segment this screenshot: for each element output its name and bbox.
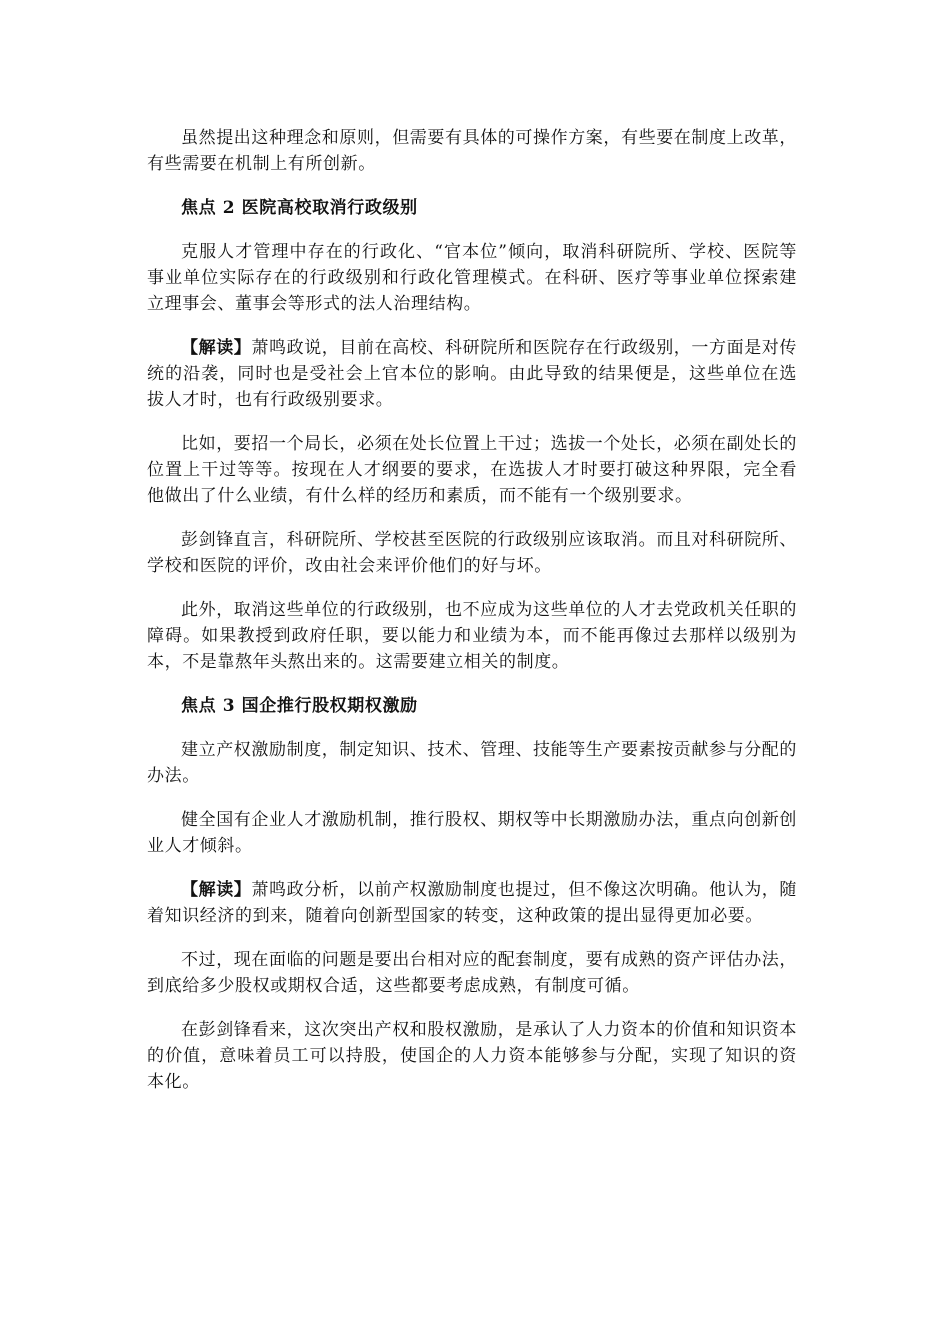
- paragraph: 此外，取消这些单位的行政级别，也不应成为这些单位的人才去党政机关任职的障碍。如果教授到政府任职，要以能力和业绩为本，而不能再像过去那样以级别为本，不是靠熬年头熬出来的。这需要建立相关的制度。: [147, 600, 797, 672]
- document-body: [147, 125, 797, 1113]
- paragraph: 彭剑锋直言，科研院所、学校甚至医院的行政级别应该取消。而且对科研院所、学校和医院的评价，改由社会来评价他们的好与坏。: [147, 530, 797, 576]
- commentary-text: 萧鸣政说，目前在高校、科研院所和医院存在行政级别，一方面是对传统的沿袭，同时也是受社会上官本位的影响。由此导致的结果便是，这些单位在选拔人才时，也有行政级别要求。: [147, 338, 798, 410]
- commentary-tag: 【解读】: [181, 338, 252, 358]
- paragraph: 虽然提出这种理念和原则，但需要有具体的可操作方案，有些要在制度上改革，有些需要在机制上有所创新。: [147, 128, 797, 174]
- paragraph: 克服人才管理中存在的行政化、“官本位”倾向，取消科研院所、学校、医院等事业单位实际存在的行政级别和行政化管理模式。在科研、医疗等事业单位探索建立理事会、董事会等形式的法人治理结构。: [147, 242, 797, 314]
- section-heading-focus-2: 焦点 2 医院高校取消行政级别: [181, 198, 418, 218]
- section-heading-focus-3: 焦点 3 国企推行股权期权激励: [181, 696, 418, 716]
- commentary-paragraph: [147, 335, 797, 413]
- commentary-tag: 【解读】: [181, 880, 252, 900]
- paragraph: 在彭剑锋看来，这次突出产权和股权激励，是承认了人力资本的价值和知识资本的价值，意味着员工可以持股，使国企的人力资本能够参与分配，实现了知识的资本化。: [147, 1020, 797, 1092]
- paragraph: 比如，要招一个局长，必须在处长位置上干过；选拔一个处长，必须在副处长的位置上干过等等。按现在人才纲要的要求，在选拔人才时要打破这种界限，完全看他做出了什么业绩，有什么样的经历和素质，而不能有一个级别要求。: [147, 434, 797, 506]
- commentary-paragraph: [147, 877, 797, 929]
- commentary-text: 萧鸣政分析，以前产权激励制度也提过，但不像这次明确。他认为，随着知识经济的到来，随着向创新型国家的转变，这种政策的提出显得更加必要。: [147, 880, 798, 926]
- paragraph: 健全国有企业人才激励机制，推行股权、期权等中长期激励办法，重点向创新创业人才倾斜。: [147, 810, 797, 856]
- paragraph: 建立产权激励制度，制定知识、技术、管理、技能等生产要素按贡献参与分配的办法。: [147, 740, 797, 786]
- paragraph: 不过，现在面临的问题是要出台相对应的配套制度，要有成熟的资产评估办法，到底给多少股权或期权合适，这些都要考虑成熟，有制度可循。: [147, 950, 797, 996]
